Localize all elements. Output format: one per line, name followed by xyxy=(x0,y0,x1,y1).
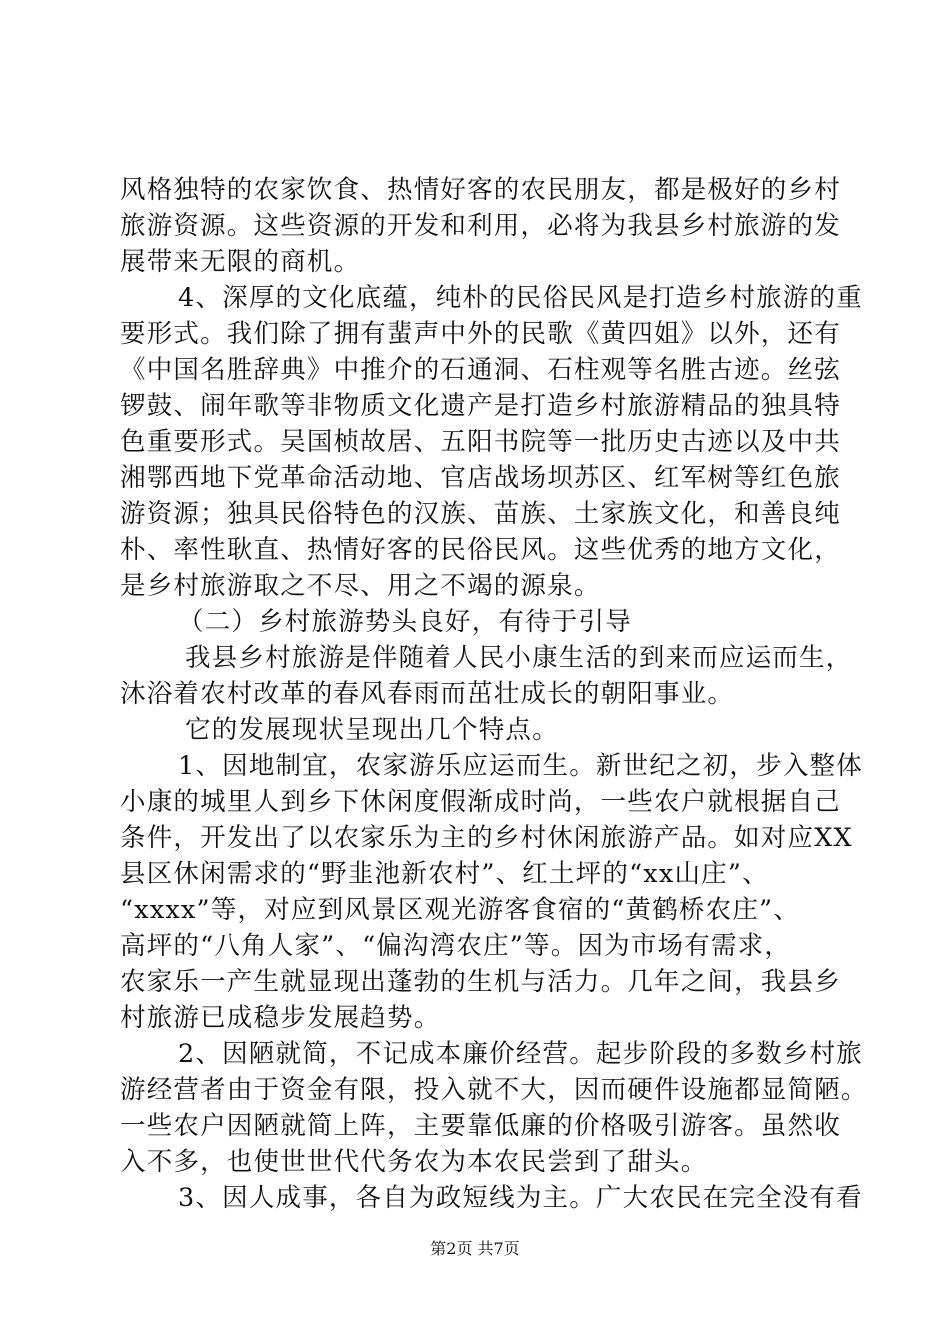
paragraph-line: 展带来无限的商机。 xyxy=(120,247,361,277)
paragraph-line: 要形式。我们除了拥有蜚声中外的民歌《黄四姐》以外，还有 xyxy=(120,319,841,349)
paragraph-line: 我县乡村旅游是伴随着人民小康生活的到来而应运而生， xyxy=(185,643,853,673)
paragraph-line: 2、因陋就简，不记成本廉价经营。起步阶段的多数乡村旅 xyxy=(178,1039,863,1069)
paragraph-line: 风格独特的农家饮食、热情好客的农民朋友，都是极好的乡村 xyxy=(120,175,841,205)
paragraph-line: 一些农户因陋就简上阵，主要靠低廉的价格吸引游客。虽然收 xyxy=(120,1111,841,1141)
paragraph-line: 它的发展现状呈现出几个特点。 xyxy=(185,715,559,745)
paragraph-line: 朴、率性耿直、热情好客的民俗民风。这些优秀的地方文化， xyxy=(120,535,841,565)
paragraph-line: 是乡村旅游取之不尽、用之不竭的源泉。 xyxy=(120,571,601,601)
paragraph-line: “xxxx”等，对应到风景区观光游客食宿的“黄鹤桥农庄”、 xyxy=(120,895,800,925)
paragraph-line: 色重要形式。吴国桢故居、五阳书院等一批历史古迹以及中共 xyxy=(120,427,841,457)
paragraph-line: 游资源；独具民俗特色的汉族、苗族、土家族文化，和善良纯 xyxy=(120,499,841,529)
paragraph-line: 沐浴着农村改革的春风春雨而茁壮成长的朝阳事业。 xyxy=(120,679,735,709)
paragraph-line: 农家乐一产生就显现出蓬勃的生机与活力。几年之间，我县乡 xyxy=(120,967,841,997)
paragraph-line: 4、深厚的文化底蕴，纯朴的民俗民风是打造乡村旅游的重 xyxy=(178,283,863,313)
paragraph-line: 县区休闲需求的“野韭池新农村”、红土坪的“xx山庄”、 xyxy=(120,859,769,889)
paragraph-line: 锣鼓、闹年歌等非物质文化遗产是打造乡村旅游精品的独具特 xyxy=(120,391,841,421)
paragraph-line: 村旅游已成稳步发展趋势。 xyxy=(120,1003,441,1033)
paragraph-line: 游经营者由于资金有限，投入就不大，因而硬件设施都显简陋。 xyxy=(120,1075,868,1105)
section-heading: （二）乡村旅游势头良好，有待于引导 xyxy=(178,607,632,637)
paragraph-line: 入不多，也使世世代代务农为本农民尝到了甜头。 xyxy=(120,1147,708,1177)
paragraph-line: 小康的城里人到乡下休闲度假渐成时尚，一些农户就根据自己 xyxy=(120,787,841,817)
paragraph-line: 条件，开发出了以农家乐为主的乡村休闲旅游产品。如对应XX xyxy=(120,823,853,853)
paragraph-line: 《中国名胜辞典》中推介的石通洞、石柱观等名胜古迹。丝弦 xyxy=(120,355,841,385)
paragraph-line: 3、因人成事，各自为政短线为主。广大农民在完全没有看 xyxy=(178,1183,863,1213)
page-footer: 第2页 共7页 xyxy=(430,1239,520,1258)
paragraph-line: 1、因地制宜，农家游乐应运而生。新世纪之初，步入整体 xyxy=(178,751,863,781)
paragraph-line: 湘鄂西地下党革命活动地、官店战场坝苏区、红军树等红色旅 xyxy=(120,463,841,493)
paragraph-line: 高坪的“八角人家”、“偏沟湾农庄”等。因为市场有需求， xyxy=(120,931,792,961)
paragraph-line: 旅游资源。这些资源的开发和利用，必将为我县乡村旅游的发 xyxy=(120,211,841,241)
